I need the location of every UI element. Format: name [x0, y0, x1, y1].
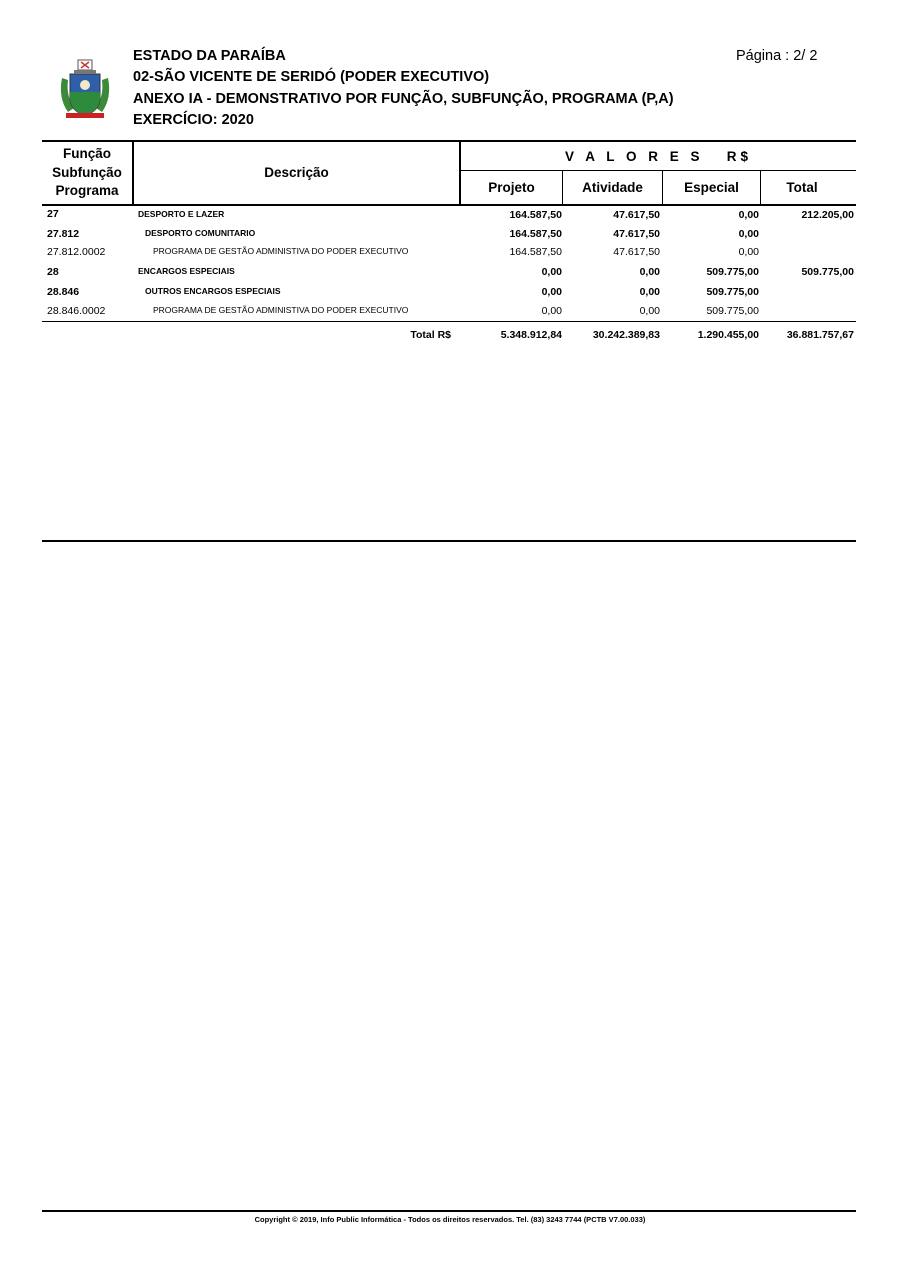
col-header-programa: Programa	[55, 183, 119, 198]
row-projeto: 0,00	[541, 266, 562, 278]
table-top-rule	[42, 140, 856, 142]
entity-title: 02-SÃO VICENTE DE SERIDÓ (PODER EXECUTIVO)	[133, 69, 490, 85]
row-atividade: 0,00	[639, 305, 660, 317]
row-atividade: 0,00	[639, 286, 660, 298]
row-total: 212.205,00	[801, 209, 854, 221]
totals-projeto: 5.348.912,84	[500, 329, 562, 341]
col-header-subfuncao: Subfunção	[52, 165, 122, 180]
row-projeto: 164.587,50	[509, 246, 562, 258]
state-title: ESTADO DA PARAÍBA	[133, 48, 286, 64]
row-total: 509.775,00	[801, 266, 854, 278]
col-header-funcao: Função	[62, 146, 111, 161]
col-header-valores: V A L O R E S R$	[564, 149, 753, 164]
totals-label: Total R$	[410, 329, 451, 341]
footer-rule	[42, 1210, 856, 1212]
report-title: ANEXO IA - DEMONSTRATIVO POR FUNÇÃO, SUBFUNÇÃO, PROGRAMA (P,A)	[133, 91, 674, 107]
row-projeto: 164.587,50	[509, 228, 562, 240]
row-especial: 509.775,00	[706, 266, 759, 278]
col-header-especial: Especial	[684, 180, 739, 195]
totals-rule	[42, 321, 856, 322]
footer-copyright: Copyright © 2019, Info Public Informática - Todos os direitos reservados. Tel. (83) 3243 7744 (PCTB V7.00.033)	[254, 1215, 646, 1224]
row-especial: 509.775,00	[706, 305, 759, 317]
row-description: ENCARGOS ESPECIAIS	[138, 266, 235, 276]
row-code: 28.846.0002	[47, 305, 106, 317]
row-description: PROGRAMA DE GESTÃO ADMINISTIVA DO PODER EXECUTIVO	[153, 305, 409, 315]
row-projeto: 164.587,50	[509, 209, 562, 221]
row-code: 27.812	[47, 228, 80, 240]
row-atividade: 47.617,50	[613, 209, 660, 221]
row-code: 27.812.0002	[47, 246, 106, 258]
col-header-projeto: Projeto	[488, 180, 535, 195]
row-description: PROGRAMA DE GESTÃO ADMINISTIVA DO PODER EXECUTIVO	[153, 246, 409, 256]
page-number: Página : 2/ 2	[736, 48, 818, 64]
content-end-rule	[42, 540, 856, 542]
row-especial: 0,00	[738, 246, 759, 258]
row-especial: 0,00	[738, 228, 759, 240]
col-header-atividade: Atividade	[582, 180, 643, 195]
row-atividade: 0,00	[639, 266, 660, 278]
row-projeto: 0,00	[541, 305, 562, 317]
col-header-total: Total	[786, 180, 818, 195]
row-atividade: 47.617,50	[613, 246, 660, 258]
row-especial: 0,00	[738, 209, 759, 221]
totals-atividade: 30.242.389,83	[592, 329, 660, 341]
row-projeto: 0,00	[541, 286, 562, 298]
valores-divider	[460, 170, 856, 171]
row-code: 28.846	[47, 286, 80, 298]
totals-especial: 1.290.455,00	[697, 329, 759, 341]
row-description: DESPORTO E LAZER	[138, 209, 225, 219]
fiscal-year: EXERCÍCIO: 2020	[133, 112, 254, 128]
row-description: DESPORTO COMUNITARIO	[145, 228, 256, 238]
row-especial: 509.775,00	[706, 286, 759, 298]
row-description: OUTROS ENCARGOS ESPECIAIS	[145, 286, 281, 296]
totals-total: 36.881.757,67	[786, 329, 854, 341]
row-code: 27	[47, 208, 59, 220]
row-code: 28	[47, 266, 59, 278]
row-atividade: 47.617,50	[613, 228, 660, 240]
col-header-descricao: Descrição	[264, 165, 329, 180]
state-crest-icon	[54, 58, 116, 120]
header-bottom-rule	[42, 204, 856, 206]
